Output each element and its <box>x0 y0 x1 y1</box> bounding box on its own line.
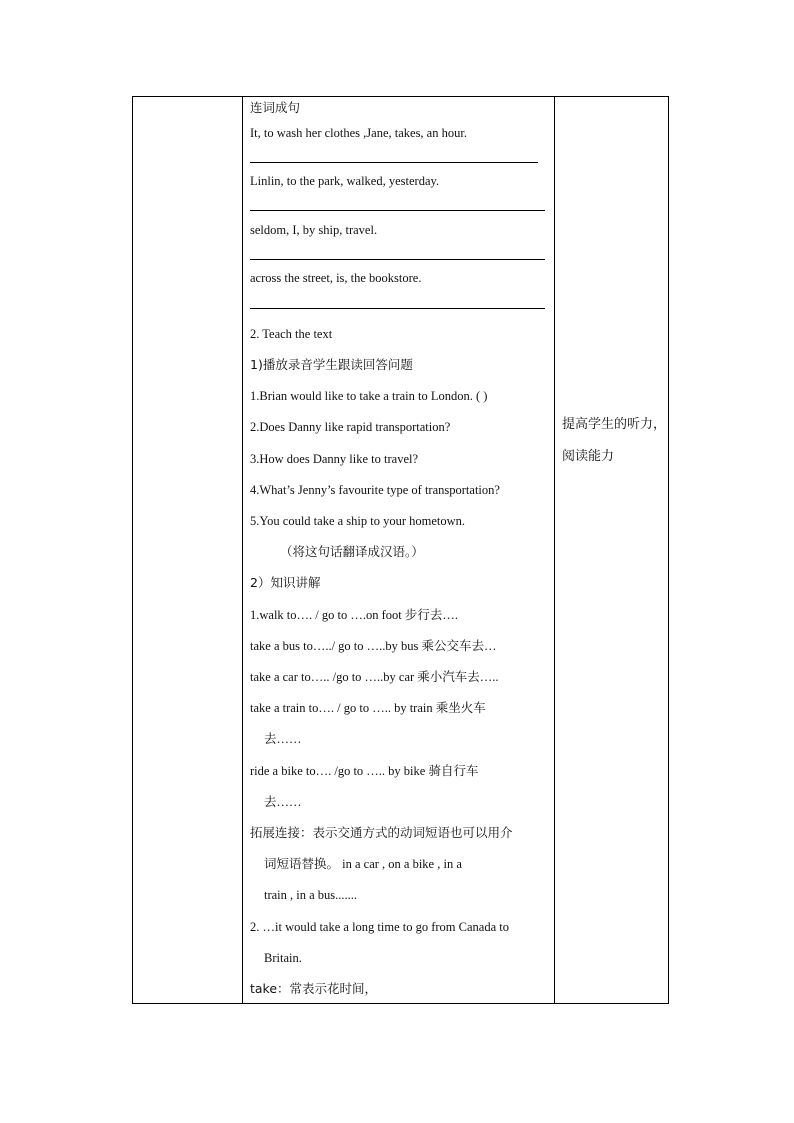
extension-line-1: 拓展连接：表示交通方式的动词短语也可以用介 <box>250 825 513 840</box>
question-4: 4.What’s Jenny’s favourite type of transportation? <box>250 483 500 497</box>
exercise-heading: 连词成句 <box>250 100 301 115</box>
phrase-line-1: 1.walk to…. / go to ….on foot 步行去…. <box>250 608 458 622</box>
phrase-line-2: take a bus to…../ go to …..by bus 乘公交车去… <box>250 639 497 653</box>
sentence-4: across the street, is, the bookstore. <box>250 271 422 285</box>
column-divider-right <box>554 97 555 1003</box>
point-2-line-1: 2. …it would take a long time to go from Canada to <box>250 920 509 934</box>
teach-title: 2. Teach the text <box>250 327 333 341</box>
answer-line-4 <box>250 308 545 309</box>
phrase-line-5: 去…… <box>264 732 302 746</box>
question-2: 2.Does Danny like rapid transportation? <box>250 420 451 434</box>
phrase-line-7: 去…… <box>264 795 302 809</box>
question-3: 3.How does Danny like to travel? <box>250 452 419 466</box>
column-divider-left <box>242 97 243 1003</box>
question-1: 1.Brian would like to take a train to London. ( ) <box>250 389 488 403</box>
question-5: 5.You could take a ship to your hometown. <box>250 514 466 528</box>
extension-line-3: train , in a bus....... <box>264 888 358 902</box>
lesson-plan-table <box>132 96 669 1004</box>
point-2-line-2: Britain. <box>264 951 302 965</box>
phrase-line-4: take a train to…. / go to ….. by train 乘坐火车 <box>250 701 486 715</box>
step-2-title: 2）知识讲解 <box>250 575 321 590</box>
sentence-3: seldom, I, by ship, travel. <box>250 223 378 237</box>
purpose-line-1: 提高学生的听力， <box>562 417 667 432</box>
step-1-title: 1)播放录音学生跟读回答问题 <box>250 357 413 372</box>
phrase-line-6: ride a bike to…. /go to ….. by bike 骑自行车 <box>250 764 479 778</box>
extension-line-2: 词短语替换。 in a car , on a bike , in a <box>264 857 462 871</box>
translate-note: （将这句话翻译成汉语。） <box>280 544 424 559</box>
take-note: take：常表示花时间， <box>250 981 378 996</box>
purpose-line-2: 阅读能力 <box>562 449 615 464</box>
sentence-2: Linlin, to the park, walked, yesterday. <box>250 174 440 188</box>
answer-line-1 <box>250 162 538 163</box>
answer-line-2 <box>250 210 545 211</box>
sentence-1: It, to wash her clothes ,Jane, takes, an hour. <box>250 126 467 140</box>
answer-line-3 <box>250 259 545 260</box>
phrase-line-3: take a car to….. /go to …..by car 乘小汽车去….. <box>250 670 499 684</box>
